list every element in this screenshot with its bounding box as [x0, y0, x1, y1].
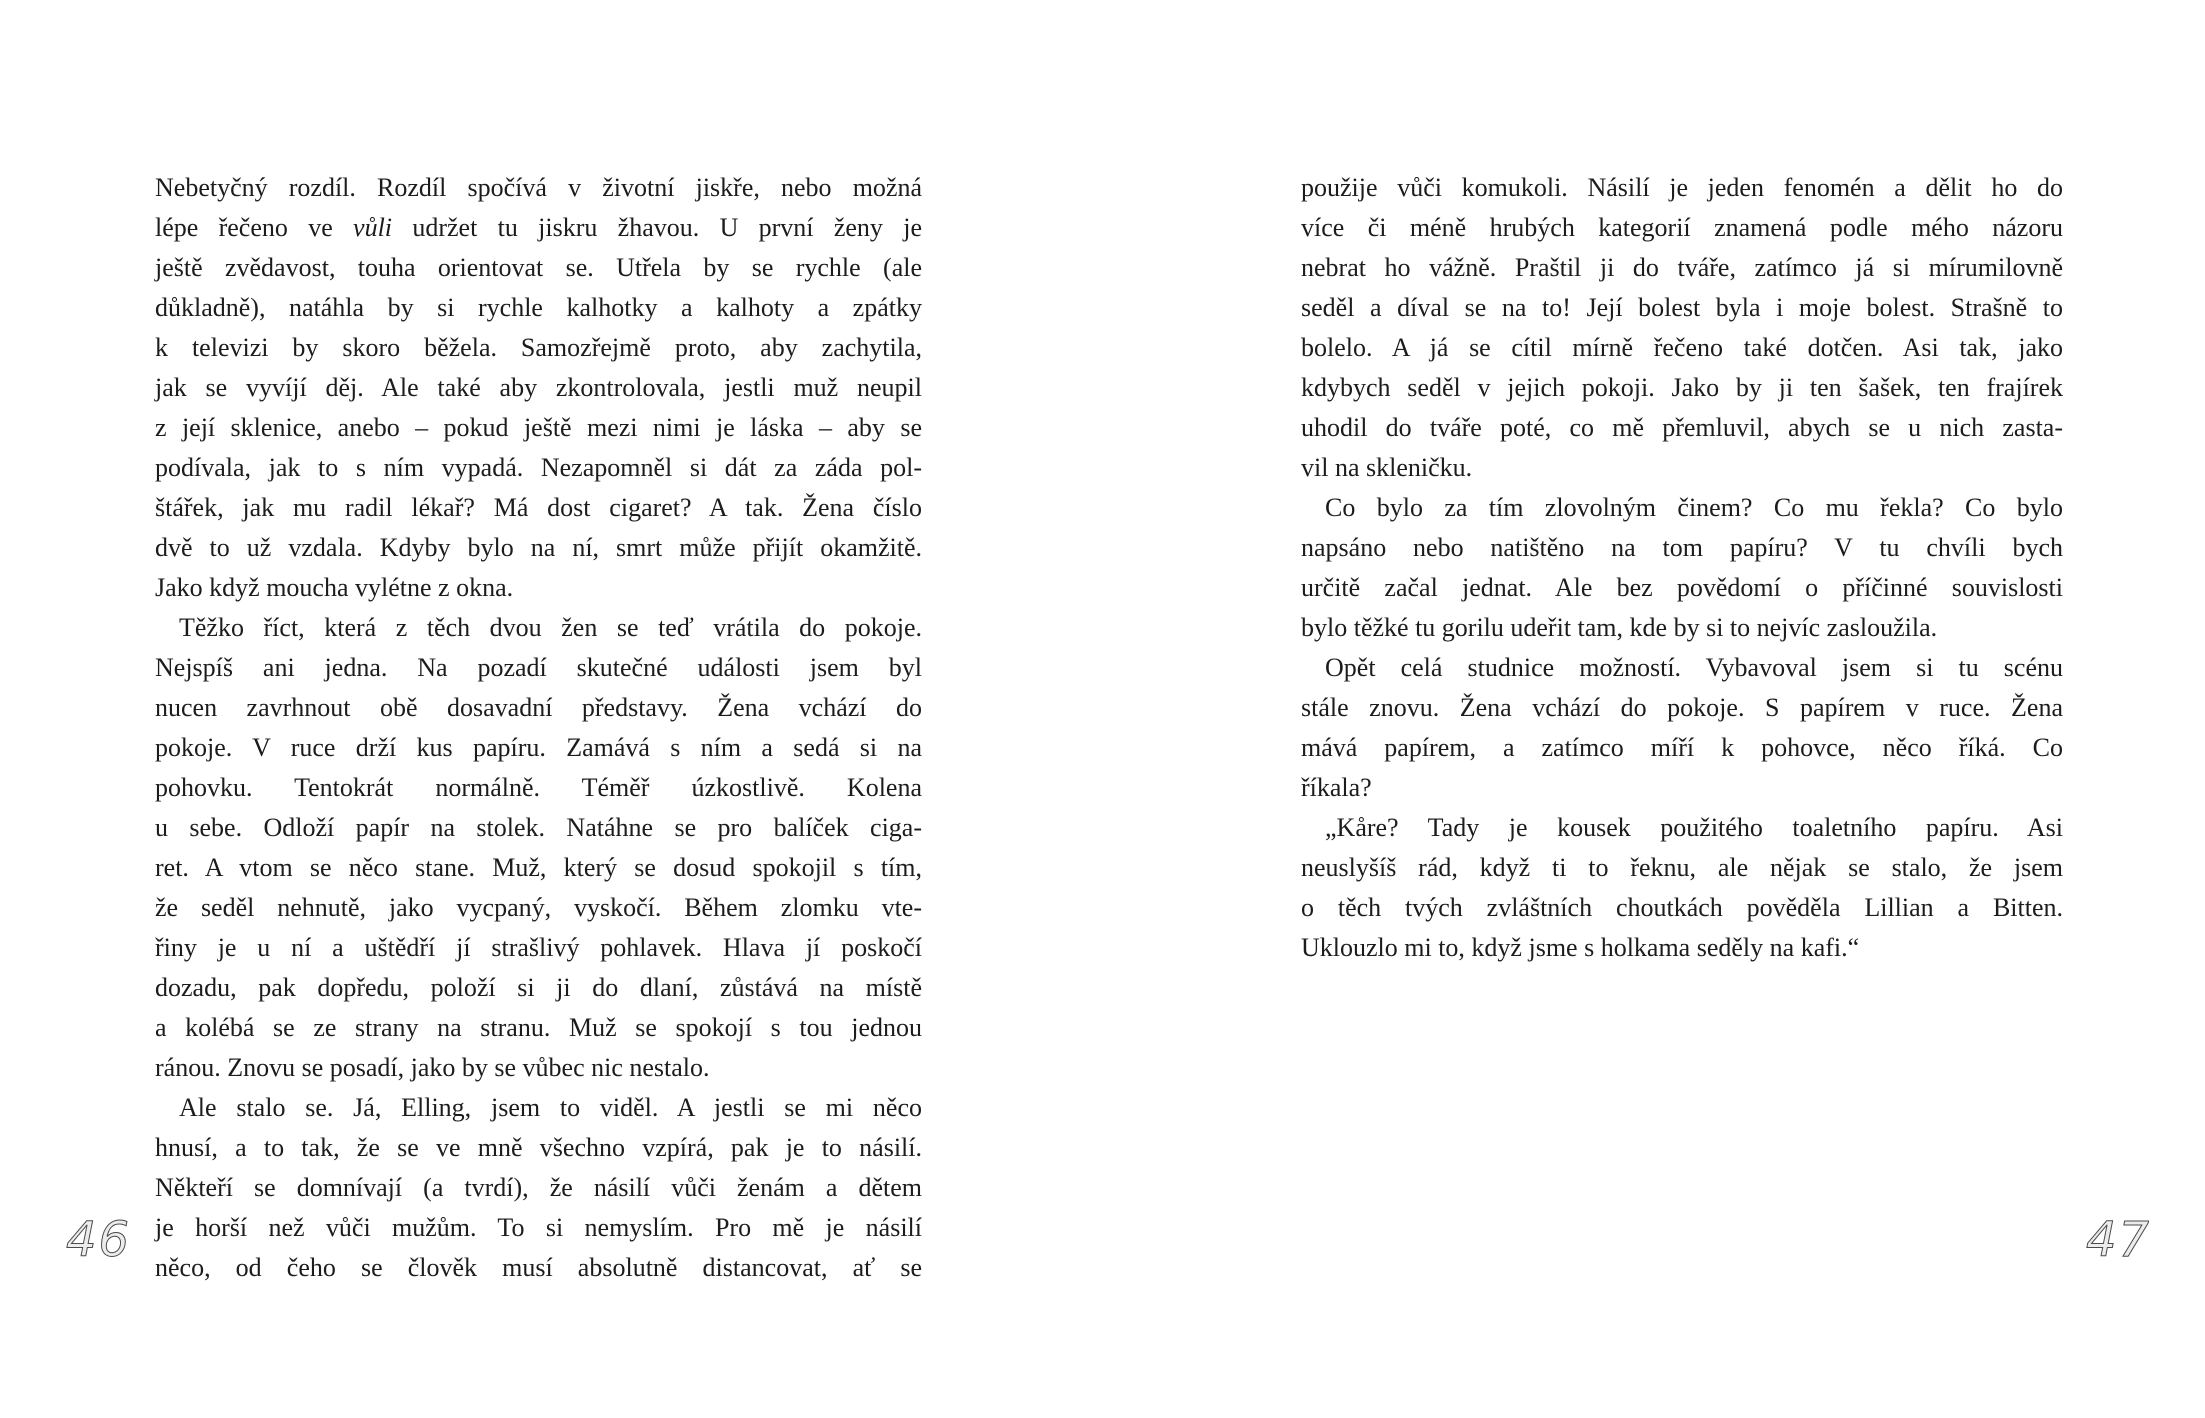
text-line [155, 408, 922, 448]
text-line [155, 1128, 922, 1168]
text-segment: je horší než vůči mužům. To si nemyslím. Pro mě je násilí [155, 1213, 922, 1242]
text-line [1301, 608, 2063, 648]
text-segment: Nejspíš ani jedna. Na pozadí skutečné události jsem byl [155, 653, 922, 682]
text-line [1301, 728, 2063, 768]
text-segment: Těžko říct, která z těch dvou žen se teď vrátila do pokoje. [179, 613, 922, 642]
text-line [155, 808, 922, 848]
text-line [155, 488, 922, 528]
text-segment: použije vůči komukoli. Násilí je jeden fenomén a dělit ho do [1301, 173, 2063, 202]
text-line [155, 1208, 922, 1248]
text-segment: nucen zavrhnout obě dosavadní představy. Žena vchází do [155, 693, 922, 722]
text-line [1301, 248, 2063, 288]
text-segment: důkladně), natáhla by si rychle kalhotky a kalhoty a zpátky [155, 293, 922, 322]
text-line [1301, 808, 2063, 848]
text-line [155, 648, 922, 688]
text-line [155, 768, 922, 808]
text-segment: z její sklenice, anebo – pokud ještě mezi nimi je láska – aby se [155, 413, 922, 442]
text-segment: Opět celá studnice možností. Vybavoval jsem si tu scénu [1325, 653, 2063, 682]
text-segment: uhodil do tváře poté, co mě přemluvil, abych se u nich zasta- [1301, 413, 2063, 442]
text-line [1301, 768, 2063, 808]
text-segment: nebrat ho vážně. Praštil ji do tváře, zatímco já si mírumilovně [1301, 253, 2063, 282]
text-line [155, 688, 922, 728]
text-line [155, 968, 922, 1008]
text-segment: pokoje. V ruce drží kus papíru. Zamává s ním a sedá si na [155, 733, 922, 762]
text-line [1301, 288, 2063, 328]
text-line [155, 1048, 922, 1088]
text-line [1301, 328, 2063, 368]
text-line [1301, 928, 2063, 968]
text-segment: řiny je u ní a uštědří jí strašlivý pohlavek. Hlava jí poskočí [155, 933, 922, 962]
text-segment: kdybych seděl v jejich pokoji. Jako by ji ten šašek, ten frajírek [1301, 373, 2063, 402]
text-segment: bylo těžké tu gorilu udeřit tam, kde by si to nejvíc zasloužila. [1301, 613, 1938, 642]
text-line [155, 888, 922, 928]
text-segment: mává papírem, a zatímco míří k pohovce, něco říká. Co [1301, 733, 2063, 762]
text-line [1301, 528, 2063, 568]
text-segment: napsáno nebo natištěno na tom papíru? V tu chvíli bych [1301, 533, 2063, 562]
text-segment: pohovku. Tentokrát normálně. Téměř úzkostlivě. Kolena [155, 773, 922, 802]
text-segment: dvě to už vzdala. Kdyby bylo na ní, smrt může přijít okamžitě. [155, 533, 922, 562]
page-right-text [1301, 168, 2063, 968]
text-line [1301, 368, 2063, 408]
text-segment: Nebetyčný rozdíl. Rozdíl spočívá v životní jiskře, nebo možná [155, 173, 922, 202]
page-number-left: 46 [66, 1212, 132, 1268]
text-line [1301, 448, 2063, 488]
text-line [155, 1008, 922, 1048]
page-number-right: 47 [2086, 1212, 2152, 1268]
page-left-text [155, 168, 922, 1288]
text-line [155, 1248, 922, 1288]
text-segment: Jako když moucha vylétne z okna. [155, 573, 514, 602]
text-segment: „Kåre? Tady je kousek použitého toaletního papíru. Asi [1325, 813, 2063, 842]
text-segment: že seděl nehnutě, jako vycpaný, vyskočí. Během zlomku vte- [155, 893, 922, 922]
text-line [1301, 208, 2063, 248]
text-line [155, 528, 922, 568]
text-segment: o těch tvých zvláštních choutkách pověděla Lillian a Bitten. [1301, 893, 2063, 922]
text-line [1301, 488, 2063, 528]
text-segment: bolelo. A já se cítil mírně řečeno také dotčen. Asi tak, jako [1301, 333, 2063, 362]
text-segment: a kolébá se ze strany na stranu. Muž se spokojí s tou jednou [155, 1013, 922, 1042]
text-segment: u sebe. Odloží papír na stolek. Natáhne se pro balíček ciga- [155, 813, 922, 842]
text-line [155, 568, 922, 608]
text-line [155, 448, 922, 488]
text-segment: neuslyšíš rád, když ti to řeknu, ale nějak se stalo, že jsem [1301, 853, 2063, 882]
text-segment: vil na skleničku. [1301, 453, 1473, 482]
text-line [1301, 408, 2063, 448]
text-line [1301, 888, 2063, 928]
text-segment: stále znovu. Žena vchází do pokoje. S papírem v ruce. Žena [1301, 693, 2063, 722]
text-line [155, 1168, 922, 1208]
text-segment: podívala, jak to s ním vypadá. Nezapomněl si dát za záda pol- [155, 453, 922, 482]
text-segment: seděl a díval se na to! Její bolest byla i moje bolest. Strašně to [1301, 293, 2063, 322]
text-segment: štářek, jak mu radil lékař? Má dost cigaret? A tak. Žena číslo [155, 493, 922, 522]
italic-text-segment: vůli [353, 213, 393, 242]
text-line [155, 208, 922, 248]
text-line [155, 848, 922, 888]
text-line [155, 368, 922, 408]
text-segment: k televizi by skoro běžela. Samozřejmě proto, aby zachytila, [155, 333, 922, 362]
text-line [155, 248, 922, 288]
text-line [155, 1088, 922, 1128]
text-line [1301, 568, 2063, 608]
text-segment: udržet tu jiskru žhavou. U první ženy je [392, 213, 922, 242]
text-segment: dozadu, pak dopředu, položí si ji do dlaní, zůstává na místě [155, 973, 922, 1002]
text-line [1301, 648, 2063, 688]
text-line [1301, 688, 2063, 728]
text-segment: určitě začal jednat. Ale bez povědomí o příčinné souvislosti [1301, 573, 2063, 602]
text-segment: říkala? [1301, 773, 1372, 802]
text-line [1301, 848, 2063, 888]
text-segment: Někteří se domnívají (a tvrdí), že násilí vůči ženám a dětem [155, 1173, 922, 1202]
text-segment: ještě zvědavost, touha orientovat se. Utřela by se rychle (ale [155, 253, 922, 282]
text-segment: ret. A vtom se něco stane. Muž, který se dosud spokojil s tím, [155, 853, 922, 882]
text-segment: Uklouzlo mi to, když jsme s holkama seděly na kafi.“ [1301, 933, 1860, 962]
text-line [155, 608, 922, 648]
text-line [155, 168, 922, 208]
text-segment: ránou. Znovu se posadí, jako by se vůbec nic nestalo. [155, 1053, 710, 1082]
text-segment: hnusí, a to tak, že se ve mně všechno vzpírá, pak je to násilí. [155, 1133, 922, 1162]
text-line [155, 288, 922, 328]
text-line [155, 928, 922, 968]
text-segment: jak se vyvíjí děj. Ale také aby zkontrolovala, jestli muž neupil [155, 373, 922, 402]
text-segment: více či méně hrubých kategorií znamená podle mého názoru [1301, 213, 2063, 242]
text-line [1301, 168, 2063, 208]
text-line [155, 728, 922, 768]
text-line [155, 328, 922, 368]
text-segment: Co bylo za tím zlovolným činem? Co mu řekla? Co bylo [1325, 493, 2063, 522]
text-segment: něco, od čeho se člověk musí absolutně distancovat, ať se [155, 1253, 922, 1282]
text-segment: lépe řečeno ve [155, 213, 354, 242]
text-segment: Ale stalo se. Já, Elling, jsem to viděl. A jestli se mi něco [179, 1093, 922, 1122]
